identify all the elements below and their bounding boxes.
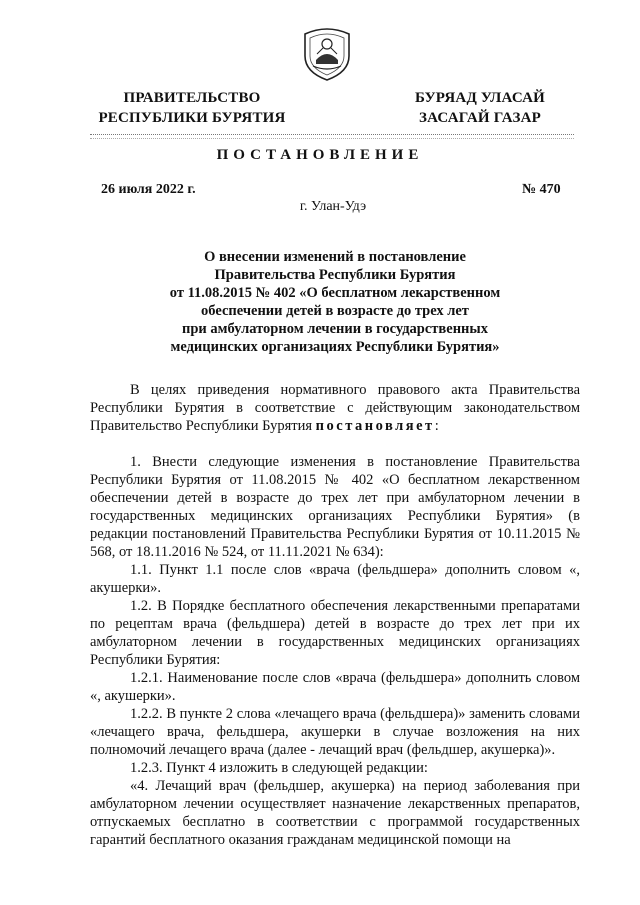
title-line: обеспечении детей в возрасте до трех лет (201, 303, 469, 319)
title-line: О внесении изменений в постановление (204, 249, 466, 265)
clause-1-2-2: 1.2.2. В пункте 2 слова «лечащего врача (фельдшера)» заменить словами «лечащего врача, фельдшера, акушерки в случае возложения на них полномочий лечащего врача (далее - лечащий врач (фельдшер, акушерка)». (90, 706, 580, 758)
clause-1-2-3: 1.2.3. Пункт 4 изложить в следующей редакции: (130, 760, 428, 776)
title-line: при амбулаторном лечении в государственных (182, 321, 488, 337)
title-line: Правительства Республики Бурятия (214, 267, 456, 283)
title-line: от 11.08.2015 № 402 «О бесплатном лекарственном (169, 285, 501, 301)
header-divider-secondary (90, 138, 574, 139)
document-type: ПОСТАНОВЛЕНИЕ (216, 147, 424, 163)
org-name-line2: РЕСПУБЛИКИ БУРЯТИЯ (98, 110, 286, 126)
document-number: № 470 (522, 182, 561, 197)
clause-1-1: 1.1. Пункт 1.1 после слов «врача (фельдшера» дополнить словом «, акушерки». (90, 562, 580, 596)
header-divider (90, 134, 574, 135)
org-name-buryat-line2: ЗАСАГАЙ ГАЗАР (419, 110, 541, 126)
title-line: медицинских организациях Республики Бурятия» (170, 339, 500, 355)
document-date: 26 июля 2022 г. (101, 182, 196, 197)
org-name-buryat (380, 88, 580, 128)
clause-1-2: 1.2. В Порядке бесплатного обеспечения лекарственными препаратами по рецептам врача (фельдшера) детей в возрасте до трех лет при их амбулаторном лечении в государственных медицинских организациях Республики Бурятия: (90, 598, 580, 668)
clause-1-2-1: 1.2.1. Наименование после слов «врача (фельдшера» дополнить словом «, акушерки». (90, 670, 580, 704)
intro-text: В целях приведения нормативного правового акта Правительства Республики Бурятия в соответствие с действующим законодательством Правительство Республики Бурятия (90, 382, 580, 434)
intro-paragraph (90, 381, 580, 435)
quoted-clause-4: «4. Лечащий врач (фельдшер, акушерка) на период заболевания при амбулаторном лечении осуществляет назначение лекарственных препаратов, отпускаемых бесплатно в соответствии с программой государственных гарантий бесплатного оказания гражданам медицинской помощи на (90, 778, 580, 848)
document-title (120, 248, 550, 356)
intro-end: : (434, 418, 439, 434)
org-name-buryat-line1: БУРЯАД УЛАСАЙ (414, 90, 546, 106)
org-name-line1: ПРАВИТЕЛЬСТВО (123, 90, 261, 106)
coat-of-arms-icon (297, 26, 357, 82)
document-city: г. Улан-Удэ (299, 199, 367, 214)
intro-decree-word: постановляет (315, 418, 435, 434)
clause-1: 1. Внести следующие изменения в постановление Правительства Республики Бурятия от 11.08.2015 № 402 «О бесплатном лекарственном обеспечении детей в возрасте до трех лет при амбулаторном лечении в государственных медицинских организациях Республики Бурятия» (в редакции постановлений Правительства Республики Бурятия от 10.11.2015 № 568, от 18.11.2016 № 524, от 11.11.2021 № 634): (90, 454, 580, 560)
org-name-russian (92, 88, 292, 128)
document-body (90, 381, 580, 849)
